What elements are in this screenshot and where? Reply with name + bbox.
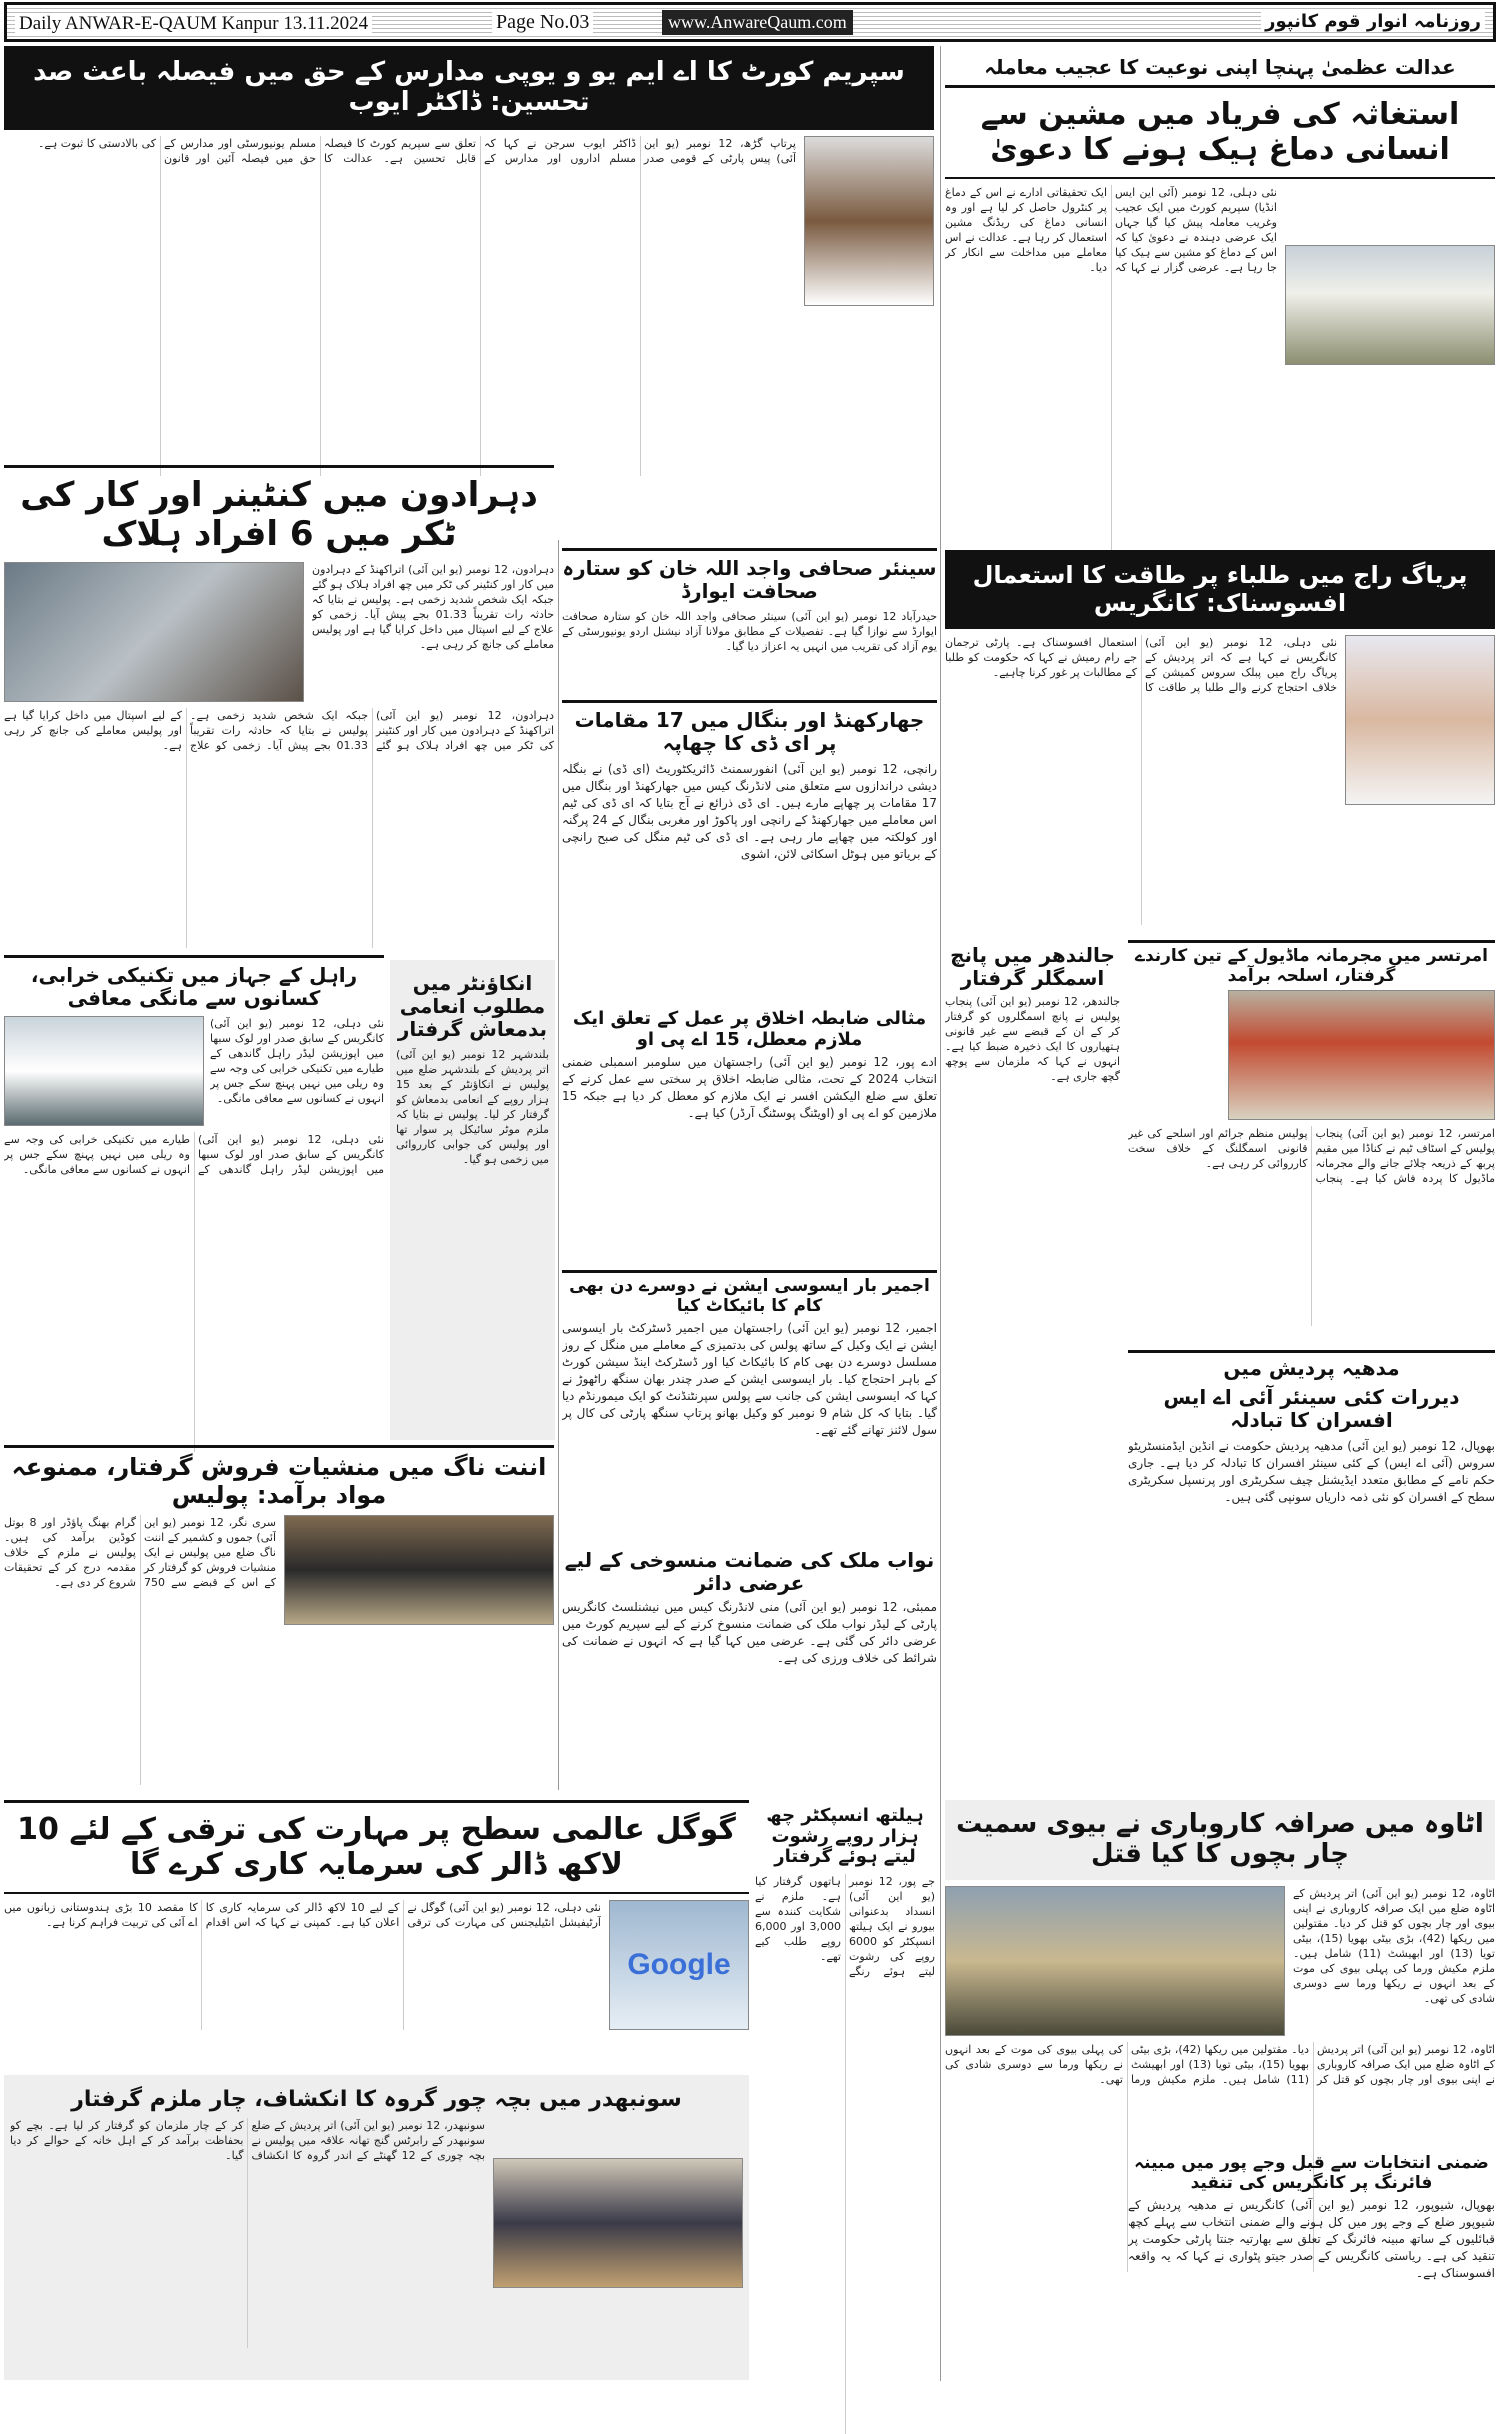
- story-headline: امرتسر میں مجرمانہ ماڈیول کے تین کارندے گرفتار، اسلحہ برآمد: [1128, 940, 1495, 990]
- story-body: اٹاوہ، 12 نومبر (یو این آئی) اتر پردیش کے اٹاوہ ضلع میں ایک صرافہ کاروباری نے اپنی بیوی اور چار بچوں کو قتل کر دیا۔ مقتولین میں ریکھا (42)، بڑی بیٹی بھویا (15)، بیٹی تویا (13) اور ابھیشٹ (11) شامل ہیں۔ ملزم مکیش ورما کی پہلی بیوی کی موت کے بعد انہوں نے ریکھا ورما سے دوسری شادی کی تھی۔: [945, 2042, 1495, 2086]
- story-body: بھوپال، شیوپور، 12 نومبر (یو این آئی) کانگریس نے مدھیہ پردیش کے شیوپور ضلع کے وجے پور میں کل ہونے والے ضمنی انتخاب سے پہلے کچھ قبائلیوں کے ساتھ مبینہ فائرنگ کے تعلق سے بھارتیہ جنتا پارٹی حکومت پر تنقید کی ہے۔ ریاستی کانگریس کے صدر جیتو پٹواری نے کہا کہ یہ واقعہ افسوسناک ہے۔: [1128, 2198, 1495, 2281]
- helicopter-photo: [4, 1016, 204, 1126]
- story-body: نئی دہلی، 12 نومبر (یو این آئی) کانگریس نے کہا ہے کہ اتر پردیش کے پریاگ راج میں پبلک سروس کمیشن کے خلاف احتجاج کرنے والے طلبا پر طاقت کا استعمال افسوسناک ہے۔ پارٹی ترجمان جے رام رمیش نے کہا کہ حکومت کو طلبا کے مطالبات پر غور کرنا چاہیے۔: [945, 636, 1337, 695]
- website-link[interactable]: www.AnwareQaum.com: [662, 10, 853, 35]
- story-ajmer: [562, 1270, 937, 1540]
- story-vijaypur: [1128, 2150, 1495, 2387]
- story-health-inspector: [755, 1800, 935, 2434]
- story-headline: استغاثہ کی فریاد میں مشین سے انسانی دماغ ہیک ہونے کا دعویٰ: [945, 88, 1495, 179]
- story-encounter: [390, 960, 555, 1440]
- story-body: حیدرآباد 12 نومبر (یو این آئی) سینئر صحافی واجد اللہ خان کو ستارہ صحافت ایوارڈ سے نوازا گیا ہے۔ تفصیلات کے مطابق مولانا آزاد نیشنل اردو یونیورسٹی کے یوم آزاد کی تقریب میں انہیں یہ اعزاز دیا گیا۔: [562, 610, 937, 653]
- story-headline: ہیلتھ انسپکٹر چھ ہزار روپے رشوت لیتے ہوئے گرفتار: [766, 1805, 924, 1868]
- story-suspension: [562, 1005, 937, 1254]
- story-wajidullah-award: [562, 548, 937, 699]
- story-headline: اجمیر بار ایسوسی ایشن نے دوسرے دن بھی کام کا بائیکاٹ کیا: [569, 1276, 930, 1316]
- story-headline: سینئر صحافی واجد اللہ خان کو ستارہ صحافت ایوارڈ: [562, 556, 937, 603]
- story-headline: سپریم کورٹ کا اے ایم یو و یوپی مدارس کے حق میں فیصلہ باعث صد تحسین: ڈاکٹر ایوب: [4, 46, 934, 130]
- story-body: جے پور، 12 نومبر (یو این آئی) انسداد بدعنوانی بیورو نے ایک ہیلتھ انسپکٹر کو 6000 روپے کی رشوت لیتے ہوئے رنگے ہاتھوں گرفتار کیا ہے۔ ملزم نے شکایت کنندہ سے 3,000 اور 6,000 روپے طلب کیے تھے۔: [755, 1875, 935, 1979]
- story-headline: راہل کے جہاز میں تکنیکی خرابی، کسانوں سے مانگی معافی: [30, 963, 358, 1010]
- sonbhadra-arrest-photo: [493, 2158, 743, 2288]
- story-amritsar: [1128, 940, 1495, 1326]
- story-body: بھوپال، 12 نومبر (یو این آئی) مدھیہ پردیش حکومت نے انڈین ایڈمنسٹریٹو سروس (آئی اے ایس) کے کئی سینئر افسران کا تبادلہ کر دیا ہے۔ جاری حکم نامے کے مطابق متعدد ایڈیشنل چیف سکریٹری اور پرنسپل سکریٹری سطح کے افسران کو نئی ذمہ داریاں سونپی گئی ہیں۔: [1128, 1439, 1495, 1504]
- story-headline: گوگل عالمی سطح پر مہارت کی ترقی کے لئے 10 لاکھ ڈالر کی سرمایہ کاری کرے گا: [4, 1803, 749, 1894]
- story-ed-raids: [562, 700, 937, 961]
- story-body: دہرادون، 12 نومبر (یو این آئی) اتراکھنڈ کے دہرادون میں کار اور کنٹینر کی ٹکر میں چھ افراد ہلاک ہو گئے جبکہ ایک شخص شدید زخمی ہے۔ پولیس نے بتایا کہ حادثہ رات تقریباً 01.33 بجے پیش آیا۔ زخمی کو علاج کے لیے اسپتال میں داخل کرایا گیا ہے اور پولیس معاملے کی جانچ کر رہی ہے۔: [4, 709, 554, 753]
- etawah-police-photo: [945, 1886, 1285, 2036]
- story-mp-transfer: [1128, 1350, 1495, 1738]
- masthead: [4, 2, 1496, 42]
- story-body-top: نئی دہلی، 12 نومبر (یو این آئی) کانگریس کے سابق صدر اور لوک سبھا میں اپوزیشن لیڈر راہل گاندھی کے طیارے میں تکنیکی خرابی کی وجہ سے وہ ریلی میں نہیں پہنچ سکے جس پر انہوں نے کسانوں سے معافی مانگی۔: [210, 1017, 384, 1105]
- story-body: اجمیر، 12 نومبر (یو این آئی) راجستھان میں اجمیر ڈسٹرکٹ بار ایسوسی ایشن نے ایک وکیل کے ساتھ پولس کی بدتمیزی کے معاملے میں منگل کے روز مسلسل دوسرے دن بھی کام کا بائیکاٹ کیا اور ڈسٹرکٹ اینڈ سیشن کورٹ کے باہر احتجاج کیا۔ بار ایسوسی ایشن کے صدر چندر بھان سنگھ راٹھوڑ نے کہا کہ ایسوسی ایشن کی جانب سے پولس سپرنٹنڈنٹ کو ایک میمورنڈم دیا گیا۔ بتایا کہ کل شام 9 نومبر کو وکیل بھانو پرتاپ سنگھ پارٹی کی کال پر سول لائنز تھانے گئے تھے۔: [562, 1321, 937, 1438]
- story-body: سری نگر، 12 نومبر (یو این آئی) جموں و کشمیر کے اننت ناگ ضلع میں پولیس نے ایک منشیات فروش کو گرفتار کر کے اس کے قبضے سے 750 گرام بھنگ پاؤڈر اور 8 بوتل کوڈین برآمد کی ہیں۔ پولیس نے ملزم کے خلاف مقدمہ درج کر کے تحقیقات شروع کر دی ہے۔: [4, 1516, 276, 1590]
- story-body: نئی دہلی، 12 نومبر (آئی این ایس انڈیا) سپریم کورٹ میں ایک عجیب وغریب معاملہ پیش کیا گیا جہاں ایک عرضی دہندہ نے دعویٰ کیا کہ اس کے دماغ کو مشین سے ہیک کیا جا رہا ہے۔ عرضی گزار نے کہا کہ ایک تحقیقاتی ادارے نے اس کے دماغ پر کنٹرول حاصل کر لیا ہے اور وہ انسانی دماغ کی ریڈنگ مشین استعمال کر رہا ہے۔ عدالت نے اس معاملے میں مداخلت سے انکار کر دیا۔: [945, 186, 1277, 274]
- google-logo-text: Google: [627, 1948, 731, 1981]
- google-logo-photo: [609, 1900, 749, 2030]
- newspaper-brand: روزنامہ انوار قوم کانپور: [1261, 11, 1485, 32]
- story-headline-line1: مدھیہ پردیش میں: [1223, 1356, 1400, 1380]
- story-body-top: دہرادون، 12 نومبر (یو این آئی) اتراکھنڈ کے دہرادون میں کار اور کنٹینر کی ٹکر میں چھ افراد ہلاک ہو گئے جبکہ ایک شخص شدید زخمی ہے۔ پولیس نے بتایا کہ حادثہ رات تقریباً 01.33 بجے پیش آیا۔ زخمی کو علاج کے لیے اسپتال میں داخل کرایا گیا ہے اور پولیس معاملے کی جانچ کر رہی ہے۔: [312, 563, 554, 652]
- story-body: جالندھر، 12 نومبر (یو این آئی) پنجاب پولیس نے پانچ اسمگلروں کو گرفتار کر کے ان کے قبضے سے غیر قانونی ہتھیاروں کا ایک ذخیرہ ضبط کیا ہے۔ انہوں نے کہا کہ ملزمان سے پوچھ گچھ جاری ہے۔: [945, 995, 1120, 1083]
- dr-ayub-photo: [804, 136, 934, 306]
- story-body: بلندشہر 12 نومبر (یو این آئی) اتر پردیش کے بلندشہر ضلع میں پولیس نے انکاؤنٹر کے بعد 15 ہزار روپے کے انعامی بدمعاش کو گرفتار کر لیا۔ پولیس نے بتایا کہ ملزم موٹر سائیکل پر سوار تھا اور پولیس کی جوابی کارروائی میں زخمی ہو گیا۔: [396, 1048, 549, 1166]
- column-divider: [940, 46, 941, 2381]
- story-body: ممبئی، 12 نومبر (یو این آئی) منی لانڈرنگ کیس میں نیشنلسٹ کانگریس پارٹی کے لیڈر نواب ملک کی ضمانت منسوخ کرنے کے لیے سپریم کورٹ میں عرضی دائر کی گئی ہے۔ عرضی میں کہا گیا ہے کہ انہوں نے ضمانت کی شرائط کی خلاف ورزی کی ہے۔: [562, 1600, 937, 1665]
- story-body: پرتاپ گڑھ، 12 نومبر (یو این آئی) پیس پارٹی کے قومی صدر ڈاکٹر ایوب سرجن نے کہا کہ مسلم اداروں اور مدارس کے تعلق سے سپریم کورٹ کا فیصلہ قابل تحسین ہے۔ عدالت کا مسلم یونیورسٹی اور مدارس کے حق میں فیصلہ آئین اور قانون کی بالادستی کا ثبوت ہے۔: [37, 136, 796, 165]
- story-body: نئی دہلی، 12 نومبر (یو این آئی) کانگریس کے سابق صدر اور لوک سبھا میں اپوزیشن لیڈر راہل گاندھی کے طیارے میں تکنیکی خرابی کی وجہ سے وہ ریلی میں نہیں پہنچ سکے جس پر انہوں نے کسانوں سے معافی مانگی۔: [4, 1133, 384, 1176]
- story-headline: اٹاوہ میں صرافہ کاروباری نے بیوی سمیت چار بچوں کا کیا قتل: [945, 1800, 1495, 1880]
- story-headline: انکاؤنٹر میں مطلوب انعامی بدمعاش گرفتار: [397, 971, 548, 1041]
- story-headline: ضمنی انتخابات سے قبل وجے پور میں مبینہ فائرنگ پر کانگریس کی تنقید: [1134, 2153, 1489, 2193]
- edition-label: Daily ANWAR-E-QAUM Kanpur 13.11.2024: [15, 13, 372, 35]
- story-headline: اننت ناگ میں منشیات فروش گرفتار، ممنوعہ مواد برآمد: پولیس: [4, 1445, 554, 1515]
- story-headline: سونبھدر میں بچہ چور گروہ کا انکشاف، چار ملزم گرفتار: [71, 2087, 682, 2112]
- story-dehradun: [4, 465, 554, 948]
- story-headline: جھارکھنڈ اور بنگال میں 17 مقامات پر ای ڈی کا چھاپہ: [574, 708, 925, 755]
- story-jalandhar: [945, 940, 1120, 1414]
- page-number: Page No.03: [492, 11, 593, 34]
- story-body: رانچی، 12 نومبر (یو این آئی) انفورسمنٹ ڈائریکٹوریٹ (ای ڈی) نے بنگلہ دیشی دراندازوں سے متعلق منی لانڈرنگ کیس میں جھارکھنڈ اور بنگال میں 17 مقامات پر چھاپے مارے ہیں۔ ای ڈی ذرائع نے آج بتایا کہ ای ڈی کی ٹیم اس معاملے میں جھارکھنڈ کے رانچی اور پاکوڑ اور مغربی بنگال کے 24 پرگنہ اور کولکتہ میں چھاپے مار رہی ہے۔ ای ڈی کی ٹیم منگل کی صبح رانچی کے بریاتو میں ہوٹل اسکائی لائن، اشوی: [562, 762, 937, 861]
- story-headline: مثالی ضابطہ اخلاق پر عمل کے تعلق ایک ملازم معطل، 15 اے پی او: [572, 1008, 927, 1050]
- story-prayagraj: [945, 550, 1495, 925]
- story-kicker: عدالت عظمیٰ پہنچا اپنی نوعیت کا عجیب معاملہ: [945, 50, 1495, 88]
- column-divider: [558, 540, 559, 1790]
- story-body: امرتسر، 12 نومبر (یو این آئی) پنجاب پولیس کے اسٹاف ٹیم نے کناڈا میں مقیم پربھ کے ذریعہ چلائے جانے والے مجرمانہ ماڈیول کا پردہ فاش کیا ہے۔ پنجاب پولیس منظم جرائم اور اسلحے کی غیر قانونی اسمگلنگ کے خلاف سخت کارروائی کر رہی ہے۔: [1128, 1127, 1495, 1186]
- story-headline-line2: دیررات کئی سینئر آئی اے ایس افسران کا تبادلہ: [1163, 1385, 1460, 1432]
- police-arrest-photo: [284, 1515, 554, 1625]
- accident-photo: [4, 562, 304, 702]
- story-headline: دہرادون میں کنٹینر اور کار کی ٹکر میں 6 افراد ہلاک: [20, 475, 538, 555]
- story-headline: جالندھر میں پانچ اسمگلر گرفتار: [950, 943, 1115, 990]
- story-body: نئی دہلی، 12 نومبر (یو این آئی) گوگل نے آرٹیفیشل انٹیلیجنس کی مہارت کی ترقی کے لیے 10 لاکھ ڈالر کی سرمایہ کاری کا اعلان کیا ہے۔ کمپنی نے کہا کہ اس اقدام کا مقصد 10 بڑی ہندوستانی زبانوں میں اے آئی کی تربیت فراہم کرنا ہے۔: [4, 1901, 601, 1929]
- story-body: سونبھدر، 12 نومبر (یو این آئی) اتر پردیش کے ضلع سونبھدر کے رابرٹس گنج تھانہ علاقہ میں پولیس نے بچہ چوری کے 12 گھنٹے کے اندر گروہ کا انکشاف کر کے چار ملزمان کو گرفتار کر لیا ہے۔ بچے کو بحفاظت برآمد کر کے اہل خانہ کے حوالے کر دیا گیا۔: [10, 2119, 485, 2163]
- arrested-suspects-photo: [1228, 990, 1495, 1120]
- story-google: [4, 1800, 749, 2030]
- story-body: ادے پور، 12 نومبر (یو این آئی) راجستھان میں سلومبر اسمبلی ضمنی انتخاب 2024 کے تحت، مثالی ضابطہ اخلاق پر سختی سے عمل کرنے کے تعلق سے ضلع الیکشن افسر نے ایک ملازم کو معطل کر دیا ہے جبکہ 15 ملازمین کو اے پی او (اویٹنگ پوسٹنگ آرڈر) کیا ہے۔: [562, 1055, 937, 1121]
- story-headline: نواب ملک کی ضمانت منسوخی کے لیے عرضی دائر: [564, 1548, 935, 1595]
- story-sonbhadra: [4, 2075, 749, 2380]
- story-supreme-court-madrasa: [4, 46, 934, 476]
- story-headline: پریاگ راج میں طلباء پر طاقت کا استعمال افسوسناک: کانگریس: [945, 550, 1495, 629]
- story-nawab-malik: [562, 1545, 937, 1799]
- story-body-top: اٹاوہ، 12 نومبر (یو این آئی) اتر پردیش کے اٹاوہ ضلع میں ایک صرافہ کاروباری نے اپنی بیوی اور چار بچوں کو قتل کر دیا۔ مقتولین میں ریکھا (42)، بڑی بیٹی بھویا (15)، بیٹی تویا (13) اور ابھیشٹ (11) شامل ہیں۔ ملزم مکیش ورما کی پہلی بیوی کی موت کے بعد انہوں نے ریکھا ورما سے دوسری شادی کی تھی۔: [1293, 1886, 1495, 2005]
- story-rahul-helicopter: [4, 955, 384, 1452]
- supreme-court-photo: [1285, 245, 1495, 365]
- story-anantnag: [4, 1445, 554, 1785]
- congress-leader-photo: [1345, 635, 1495, 805]
- story-court-machine: [945, 50, 1495, 585]
